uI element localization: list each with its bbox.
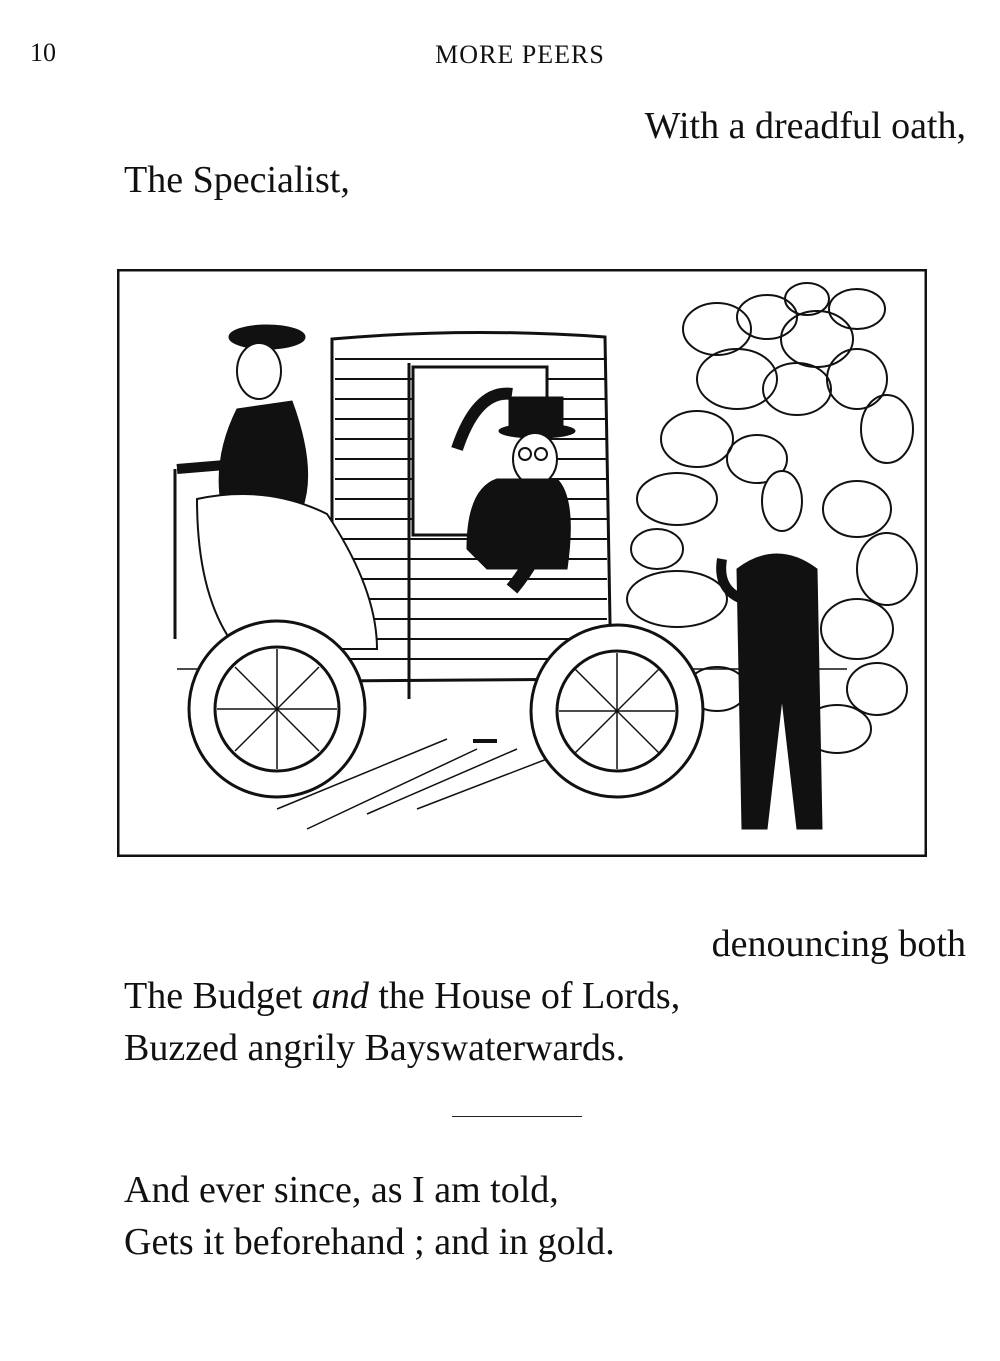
- section-divider: [452, 1116, 582, 1117]
- couplet-line-2: Gets it beforehand ; and in gold.: [124, 1221, 615, 1263]
- rear-wheel: [531, 625, 703, 797]
- verse-line-oath: With a dreadful oath,: [644, 105, 966, 147]
- running-head: MORE PEERS: [435, 40, 605, 69]
- verse-line-denouncing: denouncing both: [711, 923, 966, 965]
- verse-line-bayswater: Buzzed angrily Bayswaterwards.: [124, 1027, 626, 1069]
- verse-line-specialist: The Specialist,: [124, 159, 350, 201]
- verse-line-budget: [124, 970, 680, 1022]
- italic-and: and: [311, 975, 369, 1017]
- page-number: 10: [30, 38, 56, 67]
- house-of-lords-text: the House of Lords,: [368, 975, 681, 1017]
- budget-text: The Budget: [124, 975, 312, 1017]
- illustration-motor-car: [117, 269, 927, 857]
- couplet-line-1: And ever since, as I am told,: [124, 1169, 559, 1211]
- front-wheel: [189, 621, 365, 797]
